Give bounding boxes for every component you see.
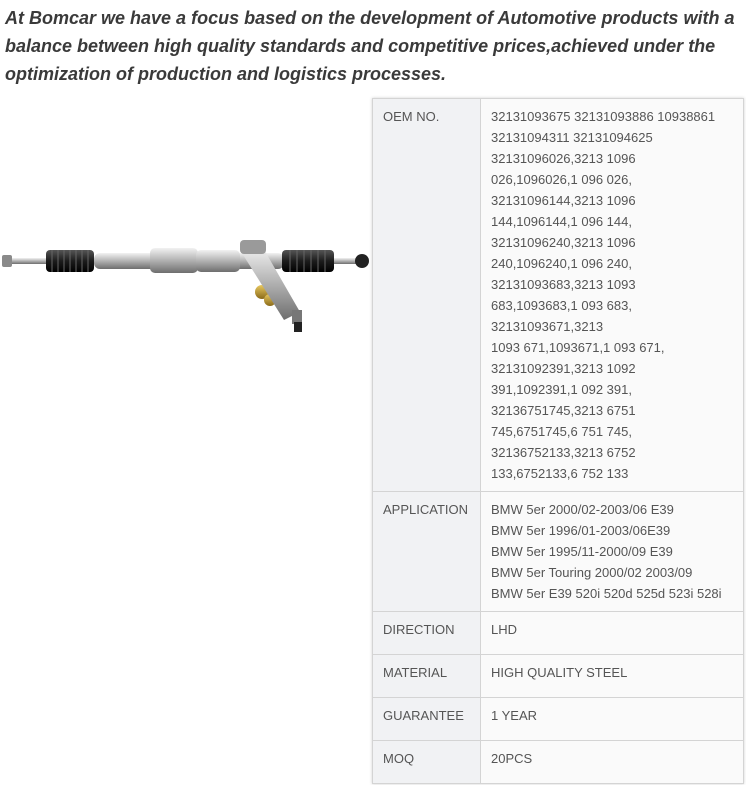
spec-row-moq [373, 741, 744, 784]
spec-label: APPLICATION [373, 492, 481, 612]
spec-value: 1 YEAR [481, 698, 744, 741]
spec-row-direction [373, 612, 744, 655]
spec-label: DIRECTION [373, 612, 481, 655]
spec-label: MOQ [373, 741, 481, 784]
spec-value: 20PCS [481, 741, 744, 784]
spec-row-material [373, 655, 744, 698]
spec-value: BMW 5er 2000/02-2003/06 E39 BMW 5er 1996/01-2003/06E39 BMW 5er 1995/11-2000/09 E39 BMW 5er Touring 2000/02 2003/09 BMW 5er E39 520i 520d 525d 523i 528i [481, 492, 744, 612]
product-image [0, 100, 372, 390]
steering-rack-illustration [0, 100, 372, 390]
spec-value: HIGH QUALITY STEEL [481, 655, 744, 698]
spec-label: MATERIAL [373, 655, 481, 698]
spec-table [372, 98, 744, 784]
spec-value: 32131093675 32131093886 10938861 32131094311 32131094625 32131096026,3213 1096 026,1096026,1 096 026, 32131096144,3213 1096 144,1096144,1 096 144, 32131096240,3213 1096 240,1096240,1 096 240, 32131093683,3213 1093 683,1093683,1 093 683, 32131093671,3213 1093 671,1093671,1 093 671, 32131092391,3213 1092 391,1092391,1 092 391, 32136751745,3213 6751 745,6751745,6 751 745, 32136752133,3213 6752 133,6752133,6 752 133 [481, 99, 744, 492]
spec-row-guarantee [373, 698, 744, 741]
spec-value: LHD [481, 612, 744, 655]
spec-label: OEM NO. [373, 99, 481, 492]
spec-row-application [373, 492, 744, 612]
intro-paragraph: At Bomcar we have a focus based on the development of Automotive products with a balance between high quality standards and competitive prices,achieved under the optimization of production and logistics processes. [5, 8, 735, 84]
spec-label: GUARANTEE [373, 698, 481, 741]
spec-row-oem [373, 99, 744, 492]
